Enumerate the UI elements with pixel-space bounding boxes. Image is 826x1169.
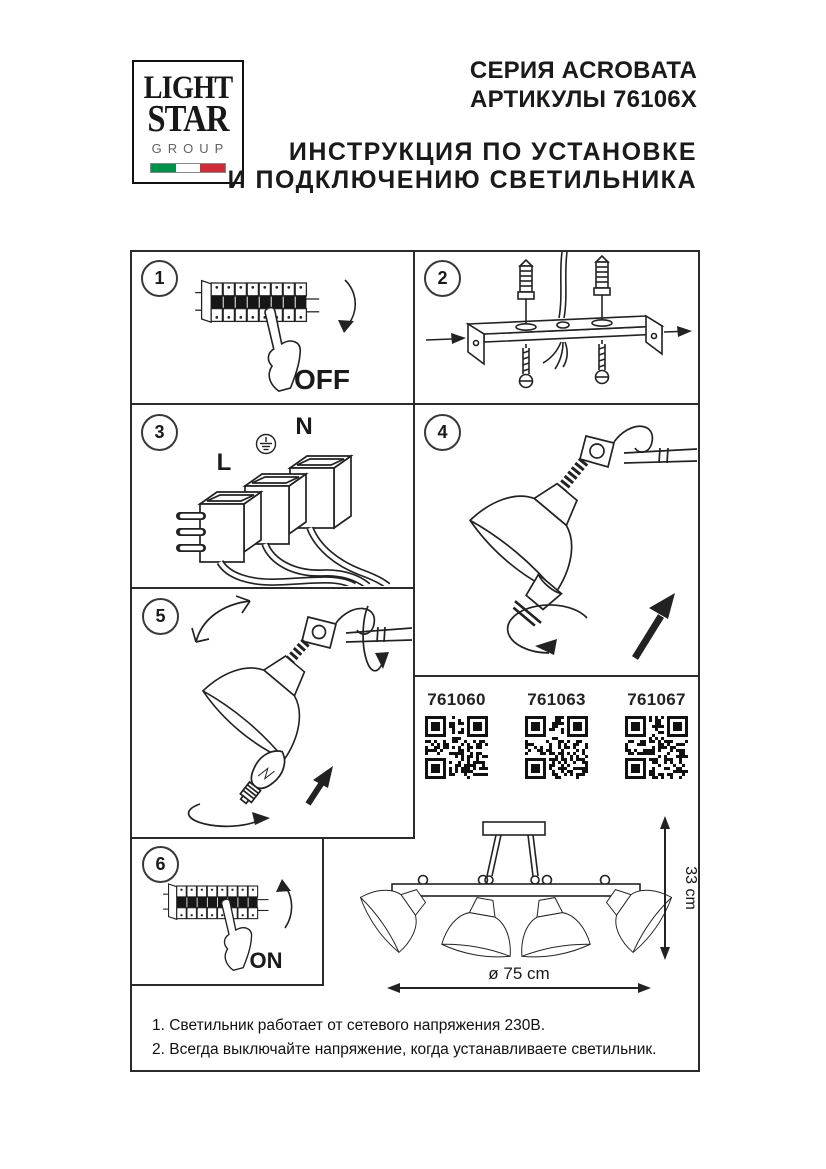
series-line: СЕРИЯ ACROBATA: [469, 57, 697, 84]
arrow-up-icon: [313, 766, 333, 788]
series-title: [470, 56, 697, 114]
qr-code: [525, 716, 588, 779]
qr-code: [425, 716, 488, 779]
neutral-label: N: [295, 413, 313, 440]
dim-arrow-icon: [660, 816, 670, 829]
step-4-badge: 4: [424, 414, 461, 451]
step-6-badge: 6: [142, 846, 179, 883]
dimensions-panel: [335, 802, 700, 1010]
on-label: ON: [249, 948, 283, 973]
dim-arrow-icon: [660, 947, 670, 960]
instruction-line-1: ИНСТРУКЦИЯ ПО УСТАНОВКЕ: [288, 138, 697, 166]
logo-text-light: LIGHT: [143, 70, 233, 106]
instruction-line-2: И ПОДКЛЮЧЕНИЮ СВЕТИЛЬНИКА: [227, 166, 697, 194]
logo-text-group: GROUP: [151, 141, 230, 156]
qr-article-label: 761060: [427, 690, 486, 709]
bulb-icon: [233, 744, 292, 810]
step-2-badge: 2: [424, 260, 461, 297]
arrow-down-icon: [338, 320, 354, 333]
fixture-dimensions-illustration: [335, 802, 700, 1010]
qr-article-label: 761067: [627, 690, 686, 709]
step-1-badge: 1: [141, 260, 178, 297]
arrow-up-icon: [649, 593, 675, 619]
qr-item: [617, 690, 697, 784]
footnotes: [152, 1014, 697, 1062]
instruction-title: [228, 138, 697, 194]
step-4-panel: [416, 406, 697, 674]
live-label: L: [216, 449, 232, 476]
italian-flag-icon: [150, 163, 226, 173]
dim-arrow-icon: [387, 983, 400, 993]
earth-symbol-icon: [257, 435, 276, 454]
articles-line: АРТИКУЛЫ 76106X: [470, 86, 697, 113]
step-5-badge: 5: [142, 598, 179, 635]
diameter-dimension-label: ø 75 cm: [488, 964, 550, 983]
step-3-badge: 3: [141, 414, 178, 451]
qr-section: [416, 678, 697, 808]
arrow-right-icon: [677, 326, 692, 337]
qr-code: [625, 716, 688, 779]
off-label: OFF: [294, 364, 350, 395]
note-2: 2. Всегда выключайте напряжение, когда устанавливаете светильник.: [152, 1041, 657, 1058]
rotate-arrow-icon: [252, 812, 270, 825]
arrow-right-icon: [451, 333, 466, 344]
qr-item: [517, 690, 597, 784]
rotate-arrow-icon: [375, 652, 389, 669]
shade-assembly-illustration: [416, 406, 697, 674]
note-1: 1. Светильник работает от сетевого напряжения 230В.: [152, 1017, 546, 1034]
height-dimension-label: 33 cm: [682, 866, 699, 910]
qr-article-label: 761063: [527, 690, 586, 709]
arrow-up-icon: [276, 879, 291, 892]
qr-item: [417, 690, 497, 784]
logo-text-star: STAR: [147, 98, 229, 140]
dim-arrow-icon: [638, 983, 651, 993]
